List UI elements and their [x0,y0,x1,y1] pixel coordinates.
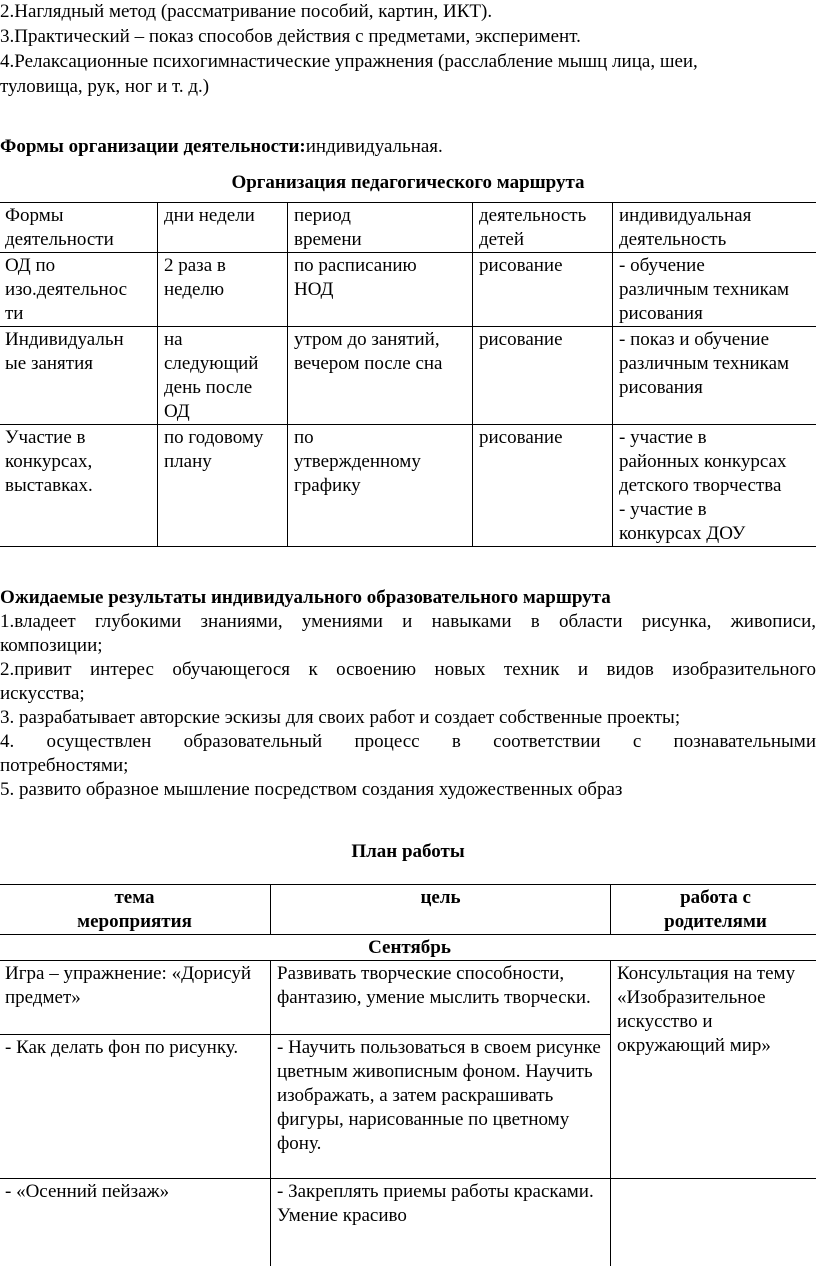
method-line-2: 2.Наглядный метод (рассматривание пособий, картин, ИКТ). [0,1,493,22]
table-row [0,425,816,547]
header-goal: цель [271,885,611,935]
header-individual: индивидуальная деятельность [613,203,816,253]
month-row [0,935,816,961]
plan-table [0,884,816,1266]
table-cell: по расписанию НОД [288,253,473,327]
method-line-4-cont: туловища, рук, ног и т. д.) [0,76,210,97]
route-table-header [0,203,816,253]
result-item-5: 5. развито образное мышление посредством создания художественных образ [0,779,623,800]
table-cell: - обучение различным техникам рисования [613,253,816,327]
plan-goal: - Закреплять приемы работы красками. Умение красиво [271,1179,611,1266]
table-cell: по утвержденному графику [288,425,473,547]
plan-table-header [0,885,816,935]
route-title: Организация педагогического маршрута [231,172,585,193]
header-activity: деятельность детей [473,203,613,253]
plan-title: План работы [351,841,465,862]
header-topic: тема мероприятия [0,885,271,935]
forms-line [0,135,443,159]
plan-goal: - Научить пользоваться в своем рисунке цветным живописным фоном. Научить изображать, а затем раскрашивать фигуры, нарисованные по цветному фону. [271,1035,611,1179]
result-item-3: 3. разрабатывает авторские эскизы для своих работ и создает собственные проекты; [0,707,681,728]
header-period: период времени [288,203,473,253]
forms-label: Формы организации деятельности: [0,136,306,157]
plan-topic: - «Осенний пейзаж» [0,1179,271,1266]
table-row [0,961,816,1035]
table-cell: - участие в районных конкурсах детского творчества - участие в конкурсах ДОУ [613,425,816,547]
table-cell: по годовому плану [158,425,288,547]
table-cell: на следующий день после ОД [158,327,288,425]
route-table [0,202,816,547]
method-line-3: 3.Практический – показ способов действия с предметами, эксперимент. [0,26,581,47]
table-cell: 2 раза в неделю [158,253,288,327]
table-cell: утром до занятий, вечером после сна [288,327,473,425]
table-cell: ОД по изо.деятельнос ти [0,253,158,327]
header-forms: Формы деятельности [0,203,158,253]
forms-value: индивидуальная. [305,136,443,157]
table-cell: Индивидуальн ые занятия [0,327,158,425]
plan-parents-empty [611,1179,816,1266]
table-row [0,1179,816,1266]
table-row [0,327,816,425]
table-row [0,253,816,327]
result-item-4: 4. осуществлен образовательный процесс в соответствии с познавательными [0,731,816,752]
header-parents: работа с родителями [611,885,816,935]
results-title: Ожидаемые результаты индивидуального образовательного маршрута [0,587,611,608]
plan-goal: Развивать творческие способности, фантазию, умение мыслить творчески. [271,961,611,1035]
result-item-1-cont: композиции; [0,635,103,656]
result-item-2: 2.привит интерес обучающегося к освоению новых техник и видов изобразительного [0,659,816,680]
table-cell: рисование [473,253,613,327]
plan-topic: Игра – упражнение: «Дорисуй предмет» [0,961,271,1035]
result-item-1: 1.владеет глубокими знаниями, умениями и навыками в области рисунка, живописи, [0,611,816,632]
table-cell: рисование [473,425,613,547]
table-cell: Участие в конкурсах, выставках. [0,425,158,547]
result-item-2-cont: искусства; [0,683,85,704]
header-days: дни недели [158,203,288,253]
month-label: Сентябрь [0,935,816,961]
result-item-4-cont: потребностями; [0,755,129,776]
table-cell: рисование [473,327,613,425]
method-line-4: 4.Релаксационные психогимнастические упражнения (расслабление мышц лица, шеи, [0,51,698,72]
plan-parents: Консультация на тему «Изобразительное искусство и окружающий мир» [611,961,816,1179]
plan-topic: - Как делать фон по рисунку. [0,1035,271,1179]
table-cell: - показ и обучение различным техникам рисования [613,327,816,425]
